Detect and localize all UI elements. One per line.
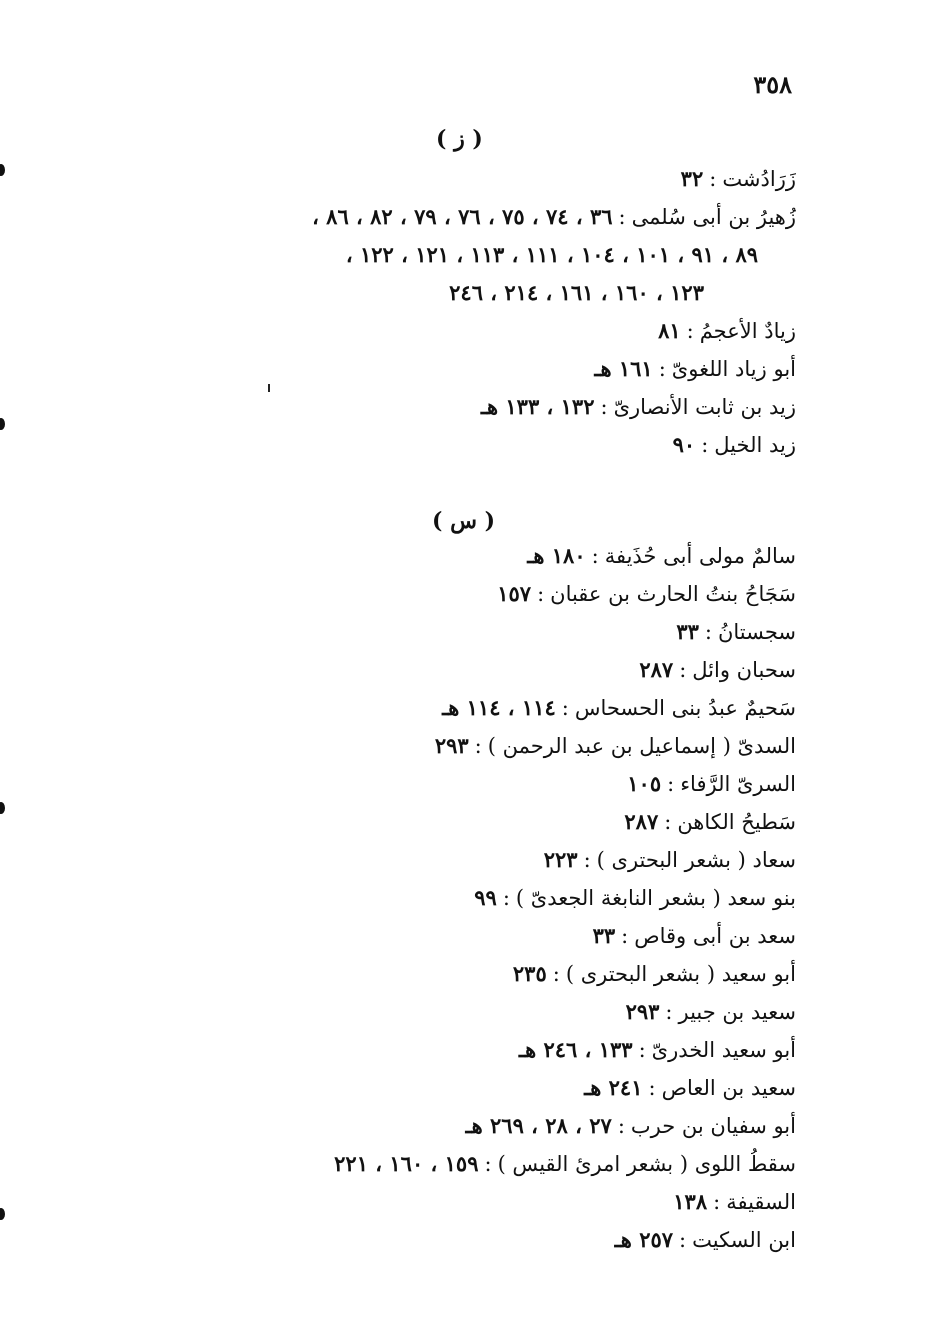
index-entry-continuation: [96, 274, 796, 312]
index-entry: سعيد بن العاص:٢٤١ هـ: [584, 1075, 796, 1100]
entry-name: أبو زياد اللغوىّ: [671, 357, 796, 381]
entry-name: زيد الخيل: [714, 433, 796, 457]
entry-refs: ٢٤١ هـ: [584, 1075, 643, 1100]
entry-refs: ٣٦ ، ٧٤ ، ٧٥ ، ٧٦ ، ٧٩ ، ٨٢ ، ٨٦ ،: [312, 204, 613, 229]
entry-refs: ٣٣: [676, 619, 699, 644]
entry-name: زَرَادُشت: [722, 167, 796, 191]
index-entry: سَجَاحُ بنتُ الحارث بن عقبان:١٥٧: [497, 581, 796, 606]
entry-refs: ١٣٨: [673, 1189, 708, 1214]
margin-ink-mark: [0, 1208, 5, 1220]
entry-name: أبو سعيد ( بشعر البحترى ): [565, 962, 796, 986]
entry-name: أبو سفيان بن حرب: [630, 1114, 796, 1138]
index-entry: سَحيمٌ عبدُ بنى الحسحاس:١١٤ ، ١١٤ هـ: [442, 695, 796, 720]
entry-refs: ١٨٠ هـ: [527, 543, 586, 568]
index-entry: السرىّ الرَّفاء:١٠٥: [627, 771, 796, 796]
entry-refs: ١١٤ ، ١١٤ هـ: [442, 695, 556, 720]
entry-name: سعيد بن جبير: [678, 1000, 796, 1024]
entry-name: بنو سعد ( بشعر النابغة الجعدىّ ): [515, 886, 796, 910]
index-entry: أبو سعيد ( بشعر البحترى ):٢٣٥: [512, 961, 796, 986]
index-entry: سعد بن أبى وقاص:٣٣: [592, 923, 796, 948]
entry-refs: ٢٧ ، ٢٨ ، ٢٦٩ هـ: [465, 1113, 612, 1138]
index-entry: سعاد ( بشعر البحترى ):٢٢٣: [543, 847, 796, 872]
entry-refs: ١٢٣ ، ١٦٠ ، ١٦١ ، ٢١٤ ، ٢٤٦: [449, 280, 704, 305]
entry-refs: ١٣٣ ، ٢٤٦ هـ: [518, 1037, 633, 1062]
entry-name: سعيد بن العاص: [661, 1076, 796, 1100]
index-entry: أبو سعيد الخدرىّ:١٣٣ ، ٢٤٦ هـ: [518, 1037, 796, 1062]
entry-refs: ٢٣٥: [512, 961, 547, 986]
entry-name: سَجَاحُ بنتُ الحارث بن عقبان: [550, 582, 796, 606]
index-entry-continuation: [96, 236, 796, 274]
entry-name: السدىّ ( إسماعيل بن عبد الرحمن ): [487, 734, 796, 758]
margin-ink-mark: [0, 418, 5, 430]
entries-list-s: [96, 537, 796, 1259]
index-entry: زُهيرُ بن أبى سُلمى:٣٦ ، ٧٤ ، ٧٥ ، ٧٦ ، ٧٩ ، ٨٢ ، ٨٦ ،: [312, 204, 796, 229]
entry-refs: ٢٢٣: [543, 847, 578, 872]
entry-refs: ٣٢: [680, 166, 704, 191]
entry-refs: ٢٥٧ هـ: [614, 1227, 674, 1252]
section-heading-s: ( س ): [432, 508, 495, 534]
index-entry: زيادٌ الأعجمُ:٨١: [658, 318, 796, 343]
section-heading-z: ( ز ): [436, 126, 483, 152]
entry-refs: ٢٩٣: [625, 999, 660, 1024]
entry-name: أبو سعيد الخدرىّ: [651, 1038, 796, 1062]
entry-refs: ٩٩: [474, 885, 497, 910]
entry-name: سجستانُ: [717, 620, 796, 644]
entry-refs: ١٥٧: [497, 581, 532, 606]
entry-refs: ٢٩٣: [434, 733, 469, 758]
entry-refs: ١٦١ هـ: [594, 356, 653, 381]
entry-refs: ١٠٥: [627, 771, 662, 796]
index-entry: السدىّ ( إسماعيل بن عبد الرحمن ):٢٩٣: [434, 733, 796, 758]
entry-name: زيد بن ثابت الأنصارىّ: [613, 395, 796, 419]
entry-refs: ١٣٢ ، ١٣٣ هـ: [480, 394, 595, 419]
entry-name: زُهيرُ بن أبى سُلمى: [631, 205, 796, 229]
entry-name: ابن السكيت: [692, 1228, 796, 1252]
margin-ink-mark: [0, 164, 5, 176]
index-entry: زيد بن ثابت الأنصارىّ:١٣٢ ، ١٣٣ هـ: [480, 394, 796, 419]
entry-refs: ٢٨٧: [624, 809, 659, 834]
entry-name: سالمٌ مولى أبى حُذَيفة: [604, 544, 796, 568]
index-entry: أبو سفيان بن حرب:٢٧ ، ٢٨ ، ٢٦٩ هـ: [465, 1113, 796, 1138]
entry-name: سعد بن أبى وقاص: [634, 924, 796, 948]
entry-refs: ٩٠: [672, 432, 696, 457]
margin-ink-mark: [0, 802, 5, 814]
index-entry: سحبان وائل:٢٨٧: [639, 657, 796, 682]
index-entry: سالمٌ مولى أبى حُذَيفة:١٨٠ هـ: [527, 543, 796, 568]
entry-name: السرىّ الرَّفاء: [680, 772, 796, 796]
page-number: ٣٥٨: [753, 70, 792, 99]
index-entry: زيد الخيل:٩٠: [672, 432, 796, 457]
entry-refs: ٢٨٧: [639, 657, 674, 682]
entry-name: السقيفة: [726, 1190, 796, 1214]
index-entry: سعيد بن جبير:٢٩٣: [625, 999, 796, 1024]
entry-refs: ٣٣: [592, 923, 616, 948]
entry-name: سقطُ اللوى ( بشعر امرئ القيس ): [497, 1152, 796, 1176]
entry-name: زيادٌ الأعجمُ: [699, 319, 796, 343]
index-entry: زَرَادُشت:٣٢: [680, 166, 796, 191]
entry-name: سَحيمٌ عبدُ بنى الحسحاس: [574, 696, 796, 720]
index-entry: السقيفة:١٣٨: [673, 1189, 796, 1214]
index-entry: سقطُ اللوى ( بشعر امرئ القيس ):١٥٩ ، ١٦٠ ، ٢٢١: [334, 1151, 796, 1176]
entry-name: سَطيحُ الكاهن: [677, 810, 796, 834]
entries-list-z: [96, 160, 796, 464]
entry-refs: ٨٩ ، ٩١ ، ١٠١ ، ١٠٤ ، ١١١ ، ١١٣ ، ١٢١ ، ١٢٢ ،: [345, 242, 758, 267]
entry-refs: ١٥٩ ، ١٦٠ ، ٢٢١: [334, 1151, 479, 1176]
index-entry: ابن السكيت:٢٥٧ هـ: [614, 1227, 796, 1252]
index-entry: بنو سعد ( بشعر النابغة الجعدىّ ):٩٩: [474, 885, 796, 910]
index-entry: سجستانُ:٣٣: [676, 619, 796, 644]
entry-name: سعاد ( بشعر البحترى ): [596, 848, 796, 872]
entry-refs: ٨١: [658, 318, 681, 343]
index-entry: أبو زياد اللغوىّ:١٦١ هـ: [594, 356, 796, 381]
index-entry: سَطيحُ الكاهن:٢٨٧: [624, 809, 796, 834]
entry-name: سحبان وائل: [692, 658, 796, 682]
